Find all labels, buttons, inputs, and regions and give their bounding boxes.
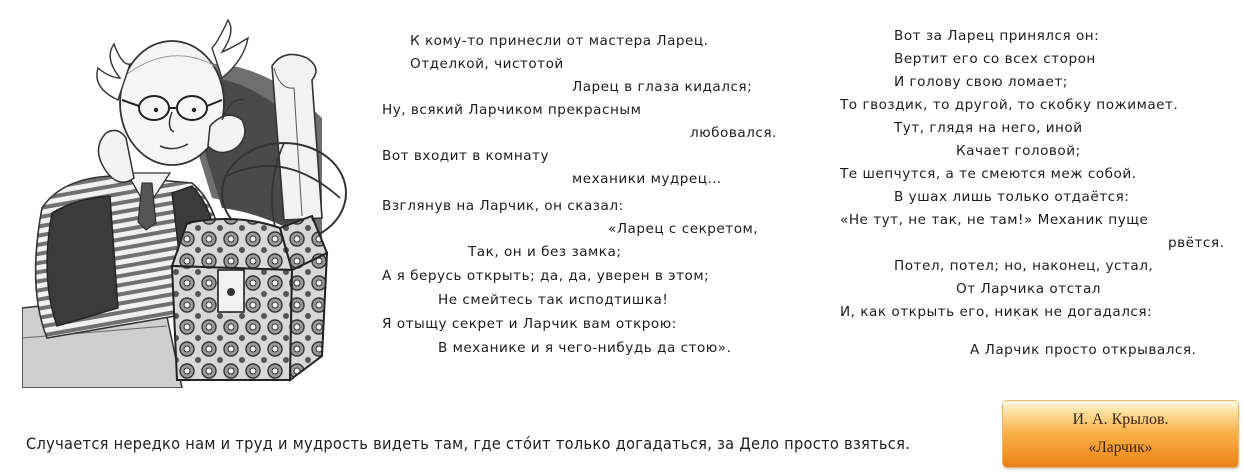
poem-line: Потел, потел; но, наконец, устал, — [894, 258, 1154, 274]
poem-line: Я отыщу секрет и Ларчик вам открою: — [382, 316, 677, 332]
poem-line: К кому-то принесли от мастера Ларец. — [410, 33, 709, 49]
work-title: «Ларчик» — [1088, 439, 1153, 456]
poem-line: Так, он и без замка; — [468, 244, 622, 260]
poem-column-2 — [830, 25, 1230, 365]
poem-line: Ларец в глаза кидался; — [572, 79, 753, 95]
poem-line: Не смейтесь так исподтишка! — [438, 292, 669, 308]
poem-line: А я берусь открыть; да, да, уверен в этом; — [382, 268, 710, 284]
mechanic-casket-illustration — [22, 8, 362, 388]
poem-line: И голову свою ломает; — [894, 74, 1068, 90]
poem-line: Тут, глядя на него, иной — [894, 120, 1083, 136]
poem-line: механики мудрец… — [572, 171, 722, 187]
poem-line: Вот за Ларец принялся он: — [894, 28, 1100, 44]
author-name: И. А. Крылов. — [1072, 411, 1169, 428]
poem-line: «Ларец с секретом, — [608, 221, 759, 237]
poem-line: Взглянув на Ларчик, он сказал: — [382, 198, 624, 214]
poem-line: И, как открыть его, никак не догадался: — [840, 304, 1153, 320]
poem-line: То гвоздик, то другой, то скобку пожимает. — [840, 97, 1179, 113]
poem-line: От Ларчика отстал — [956, 281, 1101, 297]
poem-line: любовался. — [690, 125, 777, 141]
poem-column-1 — [372, 30, 802, 382]
poem-line: Вот входит в комнату — [382, 148, 550, 164]
poem-final-line: А Ларчик просто открывался. — [970, 342, 1197, 358]
poem-line: Отделкой, чистотой — [410, 56, 564, 72]
poem-line: «Не тут, не так, не там!» Механик пуще — [840, 212, 1149, 228]
fable-moral: Случается нередко нам и труд и мудрость видеть там, где стóит только догадаться, за Дело просто взяться. — [26, 434, 911, 453]
poem-line: Те шепчутся, а те смеются меж собой. — [840, 166, 1137, 182]
poem-line: В механике и я чего-нибудь да стою». — [438, 340, 732, 356]
poem-line: В ушах лишь только отдаётся: — [894, 189, 1130, 205]
author-credit-badge — [1003, 401, 1238, 467]
poem-line: Вертит его со всех сторон — [894, 51, 1096, 67]
poem-line: Ну, всякий Ларчиком прекрасным — [382, 102, 642, 118]
poem-line: Качает головой; — [956, 143, 1081, 159]
poem-line: рвётся. — [1168, 235, 1225, 251]
